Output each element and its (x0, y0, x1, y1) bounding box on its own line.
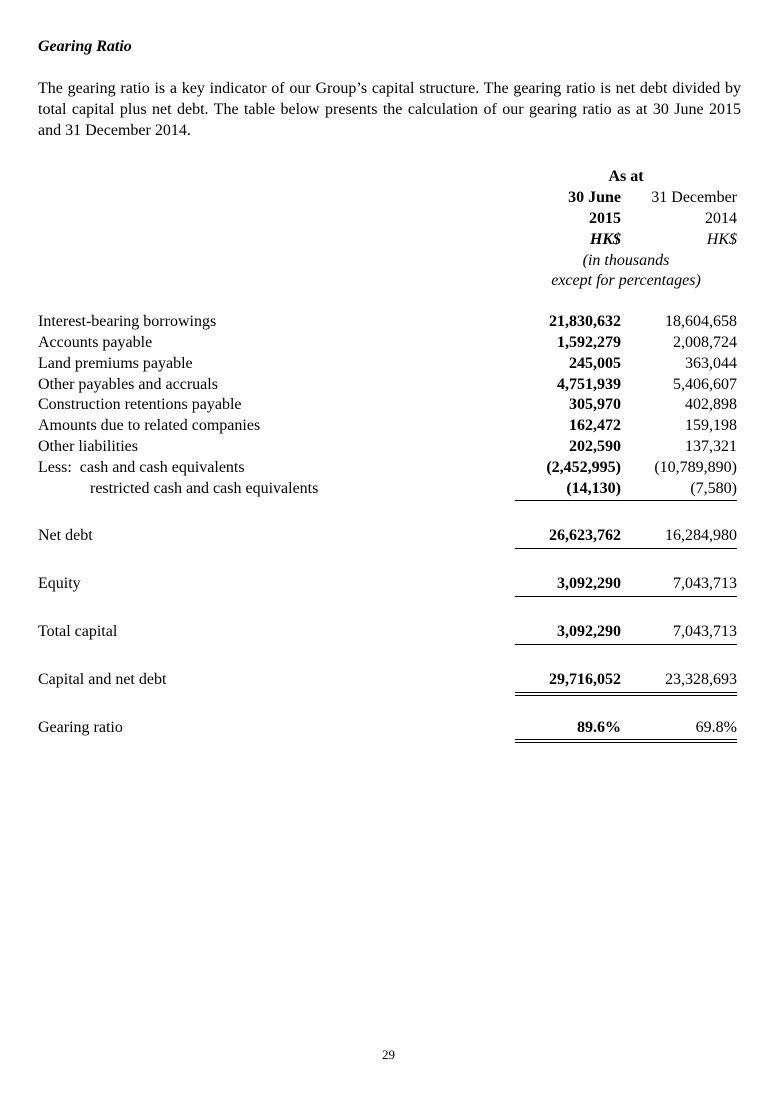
value-2014: 137,321 (685, 437, 737, 455)
row-label: Amounts due to related companies (38, 417, 261, 435)
value-2014: 2,008,724 (673, 333, 737, 351)
value-2015: 29,716,052 (515, 670, 621, 693)
header-as-at: As at (608, 168, 644, 186)
header-year-row (515, 209, 737, 230)
value-2015: 26,623,762 (515, 526, 621, 549)
row-label: Interest-bearing borrowings (38, 313, 217, 331)
table-body (38, 312, 737, 740)
row-label: Accounts payable (38, 333, 153, 351)
table-row-gearing-ratio (38, 718, 737, 741)
gearing-ratio-table (38, 167, 741, 740)
row-label: Less: cash and cash equivalents (38, 458, 245, 476)
header-col-2015-year: 2015 (589, 209, 621, 227)
header-col-2015-currency: HK$ (589, 230, 621, 248)
header-col-2014-currency: HK$ (706, 230, 737, 248)
value-2014: 23,328,693 (621, 670, 737, 693)
header-col-2015-date: 30 June (568, 189, 621, 207)
table-row (38, 416, 737, 437)
header-col-2014-year: 2014 (705, 209, 737, 227)
value-2015: 3,092,290 (515, 622, 621, 645)
row-label: Total capital (38, 622, 118, 640)
table-row (38, 312, 737, 333)
table-row (38, 333, 737, 354)
value-2014: 16,284,980 (621, 526, 737, 549)
value-2014: 7,043,713 (621, 622, 737, 645)
header-date-row (515, 188, 737, 209)
table-row-equity (38, 574, 737, 597)
table-row (38, 437, 737, 458)
value-2015: 4,751,939 (557, 375, 621, 393)
value-2014: 363,044 (685, 354, 737, 372)
row-label: Land premiums payable (38, 354, 193, 372)
value-2014: 69.8% (621, 718, 737, 741)
table-row (38, 395, 737, 416)
table-row-total-capital (38, 622, 737, 645)
value-2015: 89.6% (515, 718, 621, 741)
table-row-capital-and-net-debt (38, 670, 737, 693)
row-label: Equity (38, 575, 81, 593)
value-2015: 202,590 (569, 437, 621, 455)
value-2015: 3,092,290 (515, 574, 621, 597)
row-label: Construction retentions payable (38, 396, 242, 414)
header-col-2014-date: 31 December (651, 189, 737, 207)
value-2014: 159,198 (685, 417, 737, 435)
table-row (38, 458, 737, 479)
value-2015: 245,005 (569, 354, 621, 372)
table-header (515, 167, 737, 292)
intro-paragraph: The gearing ratio is a key indicator of our Group’s capital structure. The gearing ratio is net debt divided by total capital plus net debt. The table below presents the calculation of our gearing ratio as at 30 June 2015 and 31 December 2014. (38, 80, 741, 139)
table-row (38, 354, 737, 375)
value-2015: 1,592,279 (557, 333, 621, 351)
row-label: restricted cash and cash equivalents (90, 479, 319, 497)
table-row-net-debt (38, 526, 737, 549)
value-2014: (10,789,890) (654, 458, 737, 476)
row-label: Other payables and accruals (38, 375, 218, 393)
value-2015: 162,472 (569, 417, 621, 435)
value-2014: 7,043,713 (621, 574, 737, 597)
value-2015: (14,130) (515, 479, 621, 502)
section-title: Gearing Ratio (38, 38, 132, 55)
value-2014: 18,604,658 (665, 313, 737, 331)
value-2015: (2,452,995) (546, 458, 621, 476)
header-note-line1: (in thousands (582, 251, 670, 269)
header-currency-row (515, 230, 737, 251)
row-label: Capital and net debt (38, 670, 167, 688)
row-label: Other liabilities (38, 437, 138, 455)
value-2015: 21,830,632 (549, 313, 621, 331)
value-2014: 5,406,607 (673, 375, 737, 393)
page-number: 29 (382, 1047, 395, 1062)
table-row (38, 479, 737, 502)
value-2014: 402,898 (685, 396, 737, 414)
value-2014: (7,580) (621, 479, 737, 502)
row-label: Gearing ratio (38, 718, 123, 736)
row-label: Net debt (38, 527, 93, 545)
header-note-line2: except for percentages) (551, 272, 701, 290)
table-row (38, 375, 737, 396)
value-2015: 305,970 (569, 396, 621, 414)
